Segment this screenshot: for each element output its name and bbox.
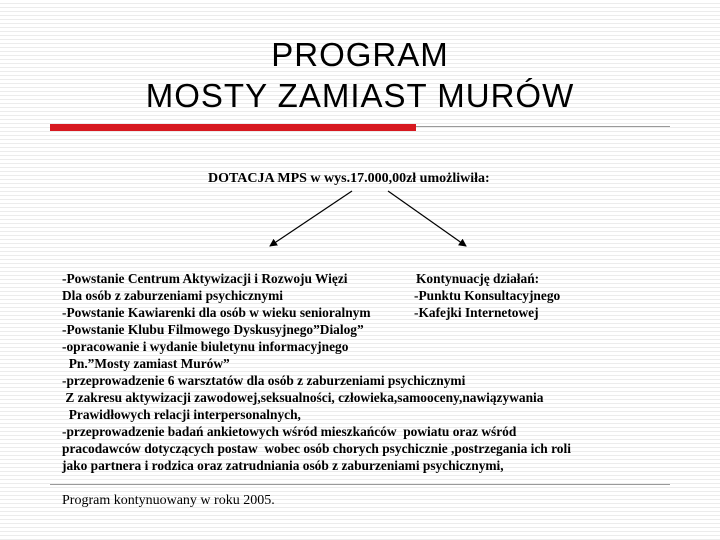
body-line-4: -przeprowadzenie badań ankietowych wśród mieszkańców powiatu oraz wśród — [62, 424, 517, 439]
body-line-3: Prawidłowych relacji interpersonalnych, — [62, 407, 301, 422]
left-line-5: -opracowanie i wydanie biuletynu informacyjnego — [62, 339, 349, 354]
right-line-1: Kontynuację działań: — [416, 271, 540, 286]
left-line-4: -Powstanie Klubu Filmowego Dyskusyjnego”Dialog” — [62, 322, 364, 337]
left-line-3: -Powstanie Kawiarenki dla osób w wieku senioralnym — [62, 305, 371, 320]
arrow-right — [388, 191, 466, 246]
grant-heading: DOTACJA MPS w wys.17.000,00zł umożliwiła: — [208, 171, 490, 186]
body-line-1: -przeprowadzenie 6 warsztatów dla osób z zaburzeniami psychicznymi — [62, 373, 466, 388]
title-line-1: PROGRAM — [271, 36, 449, 73]
footer-note: Program kontynuowany w roku 2005. — [62, 493, 275, 508]
right-line-3: -Kafejki Internetowej — [414, 305, 539, 320]
left-line-1: -Powstanie Centrum Aktywizacji i Rozwoju Więzi — [62, 271, 348, 286]
body-line-6: jako partnera i rodzica oraz zatrudniania osób z zaburzeniami psychicznymi, — [62, 458, 504, 473]
left-line-2: Dla osób z zaburzeniami psychicznymi — [62, 288, 283, 303]
arrow-left — [270, 191, 352, 246]
left-line-6: Pn.”Mosty zamiast Murów” — [62, 356, 230, 371]
title-line-2: MOSTY ZAMIAST MURÓW — [145, 77, 575, 114]
right-line-2: -Punktu Konsultacyjnego — [414, 288, 561, 303]
body-line-2: Z zakresu aktywizacji zawodowej,seksualności, człowieka,samooceny,nawiązywania — [62, 390, 544, 405]
footer-divider — [50, 484, 670, 485]
body-line-5: pracodawców dotyczących postaw wobec osób chorych psychicznie ,postrzegania ich roli — [62, 441, 571, 456]
